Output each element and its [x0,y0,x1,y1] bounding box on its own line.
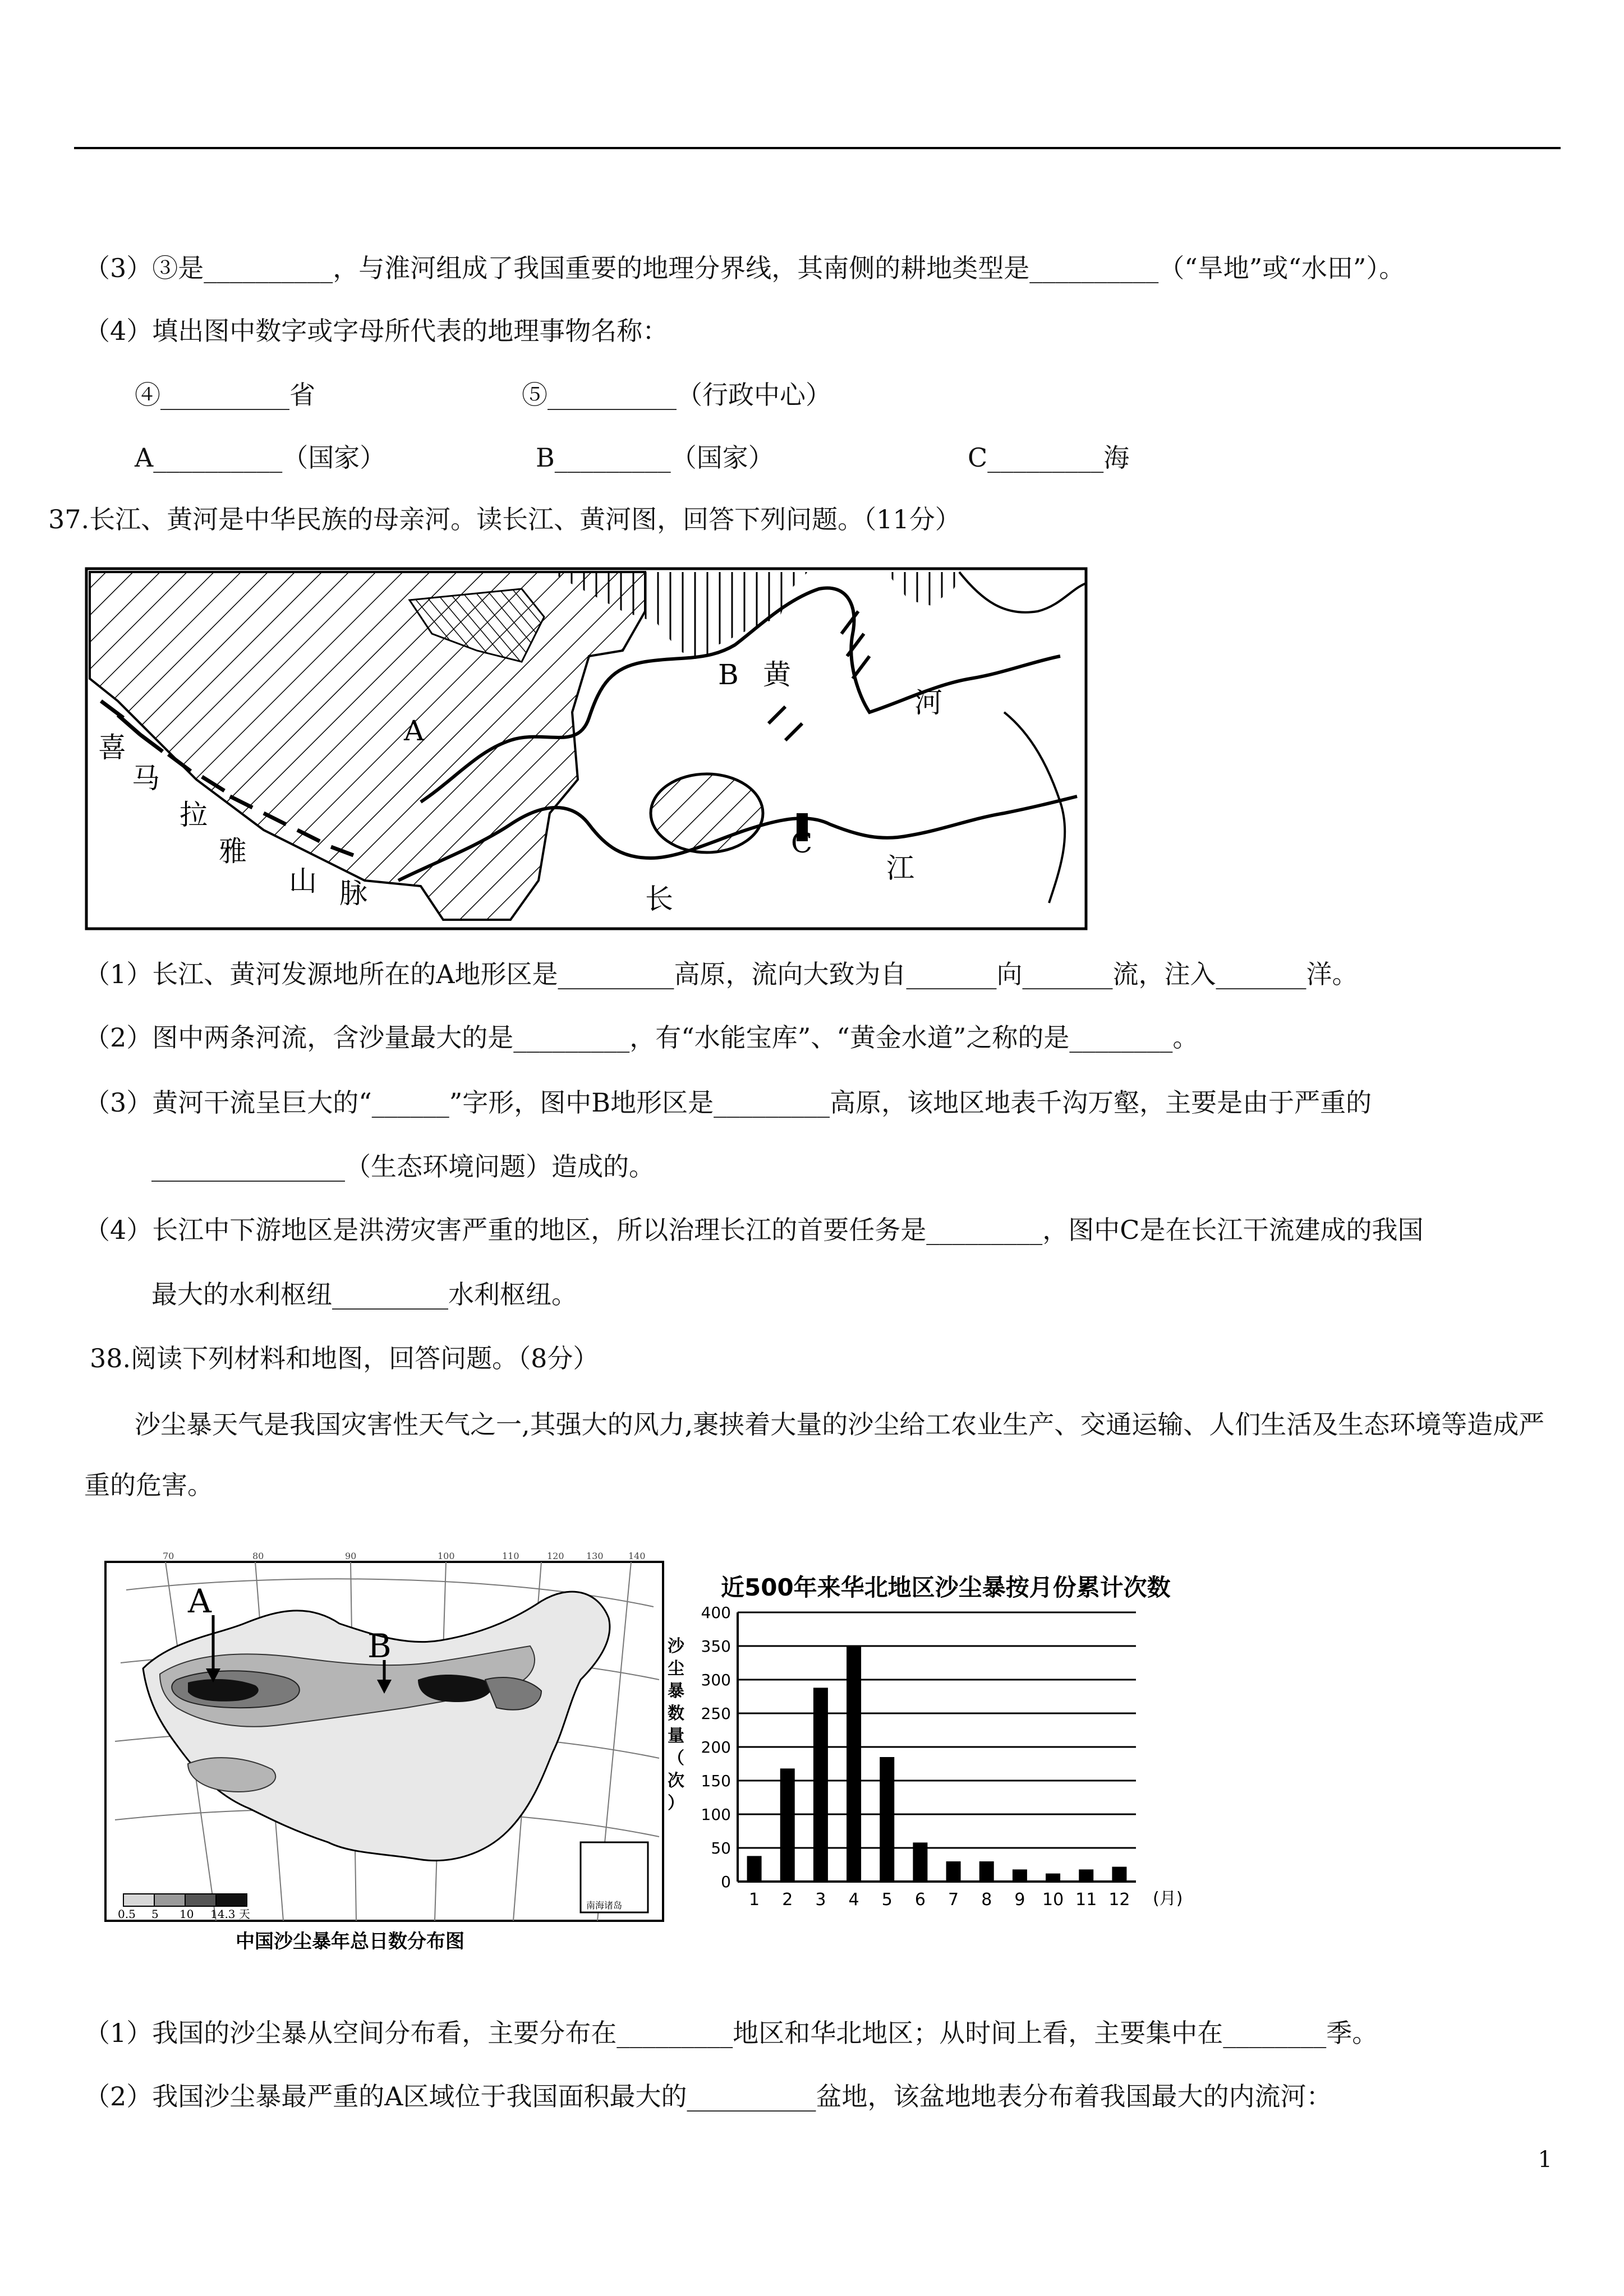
q37-part3-line2: _______________（生态环境问题）造成的。 [151,1151,655,1182]
chart-bar-month-4 [846,1646,861,1882]
q38-title: 38.阅读下列材料和地图，回答问题。（8分） [90,1343,599,1373]
chart-ytick-label: 100 [701,1805,731,1824]
q36-blank-4: ④__________省 [135,380,315,410]
legend-value-3: 14.3 天 [210,1907,250,1921]
q36-part3: （3）③是__________，与淮河组成了我国重要的地理分界线，其南侧的耕地类型是__________（“旱地”或“水田”）。 [84,253,1405,283]
chart-xtick-label: 7 [948,1890,959,1910]
chart-title: 近500年来华北地区沙尘暴按月份累计次数 [721,1574,1171,1601]
chart-ytick-label: 50 [711,1839,731,1857]
q37-part4-line2: 最大的水利枢纽_________水利枢纽。 [151,1279,577,1310]
chart-bar-month-2 [780,1768,795,1882]
chart-ytick-label: 300 [701,1671,731,1689]
q37-part3-line1: （3）黄河干流呈巨大的“______”字形，图中B地形区是_________高原，该地区地表千沟万壑，主要是由于严重的 [84,1087,1372,1118]
q37-part1: （1）长江、黄河发源地所在的A地形区是_________高原，流向大致为自_______向_______流，注入_______洋。 [84,959,1358,989]
chart-bar-month-11 [1079,1869,1093,1882]
chart-ytick-label: 200 [701,1738,731,1756]
inset-label: 南海诸岛 [586,1900,623,1911]
q36-blank-c: C_________海 [968,442,1130,473]
q37-part4-line1: （4）长江中下游地区是洪涝灾害严重的地区，所以治理长江的首要任务是_________，图中C是在长江干流建成的我国 [84,1215,1424,1245]
q38-part1: （1）我国的沙尘暴从空间分布看，主要分布在_________地区和华北地区；从时间上看，主要集中在________季。 [84,2018,1378,2048]
map-label-b: B [718,658,739,691]
chart-xtick-label: 3 [815,1890,826,1910]
q38-part2: （2）我国沙尘暴最严重的A区域位于我国面积最大的__________盆地，该盆地地表分布着我国最大的内流河： [84,2081,1332,2111]
lon-tick-90: 90 [345,1551,357,1561]
map-label-mai: 脉 [339,877,367,910]
map-label-la: 拉 [180,799,208,831]
chart-xtick-label: 6 [914,1890,926,1910]
map-label-huang: 黄 [763,658,791,691]
chart-bar-month-3 [813,1688,828,1882]
lon-tick-110: 110 [502,1551,519,1561]
chart-xtick-label: 8 [981,1890,992,1910]
chart-xtick-label: 1 [749,1890,760,1910]
lon-tick-70: 70 [163,1551,174,1561]
legend-value-1: 5 [151,1907,159,1921]
lon-tick-80: 80 [252,1551,264,1561]
chart-ylabel: 沙尘暴数量（次） [668,1636,684,1813]
lon-tick-130: 130 [586,1551,604,1561]
chart-bar-month-6 [913,1842,927,1882]
basin-hatched-region [651,774,763,852]
chart-xtick-label: 4 [848,1890,859,1910]
page-number: 1 [1538,2147,1552,2173]
chart-xlabel: (月) [1153,1889,1183,1908]
chart-ytick-label: 400 [701,1603,731,1622]
sandstorm-map-caption: 中国沙尘暴年总日数分布图 [236,1930,464,1952]
map-label-jiang: 江 [886,852,914,884]
map-label-chang: 长 [645,883,673,915]
chart-ytick-label: 350 [701,1637,731,1656]
lon-tick-120: 120 [547,1551,564,1561]
q36-blank-b: B_________（国家） [536,442,774,473]
chart-bar-month-12 [1112,1867,1126,1882]
legend-value-2: 10 [180,1907,194,1921]
header-rule [74,147,1561,149]
map-label-a: A [404,714,425,747]
q37-part2: （2）图中两条河流，含沙量最大的是_________，有“水能宝库”、“黄金水道”之称的是________。 [84,1022,1199,1053]
sandstorm-map-label-b: B [367,1627,392,1665]
chart-xtick-label: 12 [1108,1890,1130,1910]
q36-blank-a: A__________（国家） [135,442,386,473]
chart-xtick-label: 2 [782,1890,793,1910]
map-label-he: 河 [914,686,942,719]
sandstorm-distribution-map [104,1539,665,1952]
chart-bar-month-5 [880,1757,894,1882]
chart-bar-month-10 [1046,1874,1060,1882]
chart-ytick-label: 0 [721,1873,731,1891]
sandstorm-monthly-bar-chart [654,1567,1203,1938]
yangtze-yellow-river-map [84,566,1088,931]
q36-part4: （4）填出图中数字或字母所代表的地理事物名称： [84,316,669,346]
chart-bar-month-9 [1013,1869,1027,1882]
chart-xtick-label: 9 [1014,1890,1025,1910]
map-label-xi: 喜 [98,731,126,764]
chart-xtick-label: 11 [1075,1890,1097,1910]
chart-xtick-label: 5 [881,1890,892,1910]
chart-ytick-label: 150 [701,1772,731,1790]
q38-material: 沙尘暴天气是我国灾害性天气之一,其强大的风力,裹挟着大量的沙尘给工农业生产、交通运输、人们生活及生态环境等造成严重的危害。 [84,1409,1545,1500]
map-label-ya: 雅 [219,835,247,868]
chart-ytick-label: 250 [701,1704,731,1723]
chart-bar-month-1 [747,1856,762,1882]
chart-xtick-label: 10 [1042,1890,1064,1910]
chart-bar-month-8 [979,1861,994,1882]
map-label-c: C [791,827,813,859]
legend-value-0: 0.5 [118,1907,136,1921]
map-label-shan: 山 [289,865,317,897]
map-label-ma: 马 [132,762,160,795]
sandstorm-map-label-a: A [188,1582,211,1620]
lon-tick-140: 140 [628,1551,646,1561]
q37-title: 37.长江、黄河是中华民族的母亲河。读长江、黄河图，回答下列问题。（11分） [48,504,961,534]
chart-bar-month-7 [946,1861,961,1882]
lon-tick-100: 100 [438,1551,455,1561]
q36-blank-5: ⑤__________（行政中心） [522,380,831,410]
